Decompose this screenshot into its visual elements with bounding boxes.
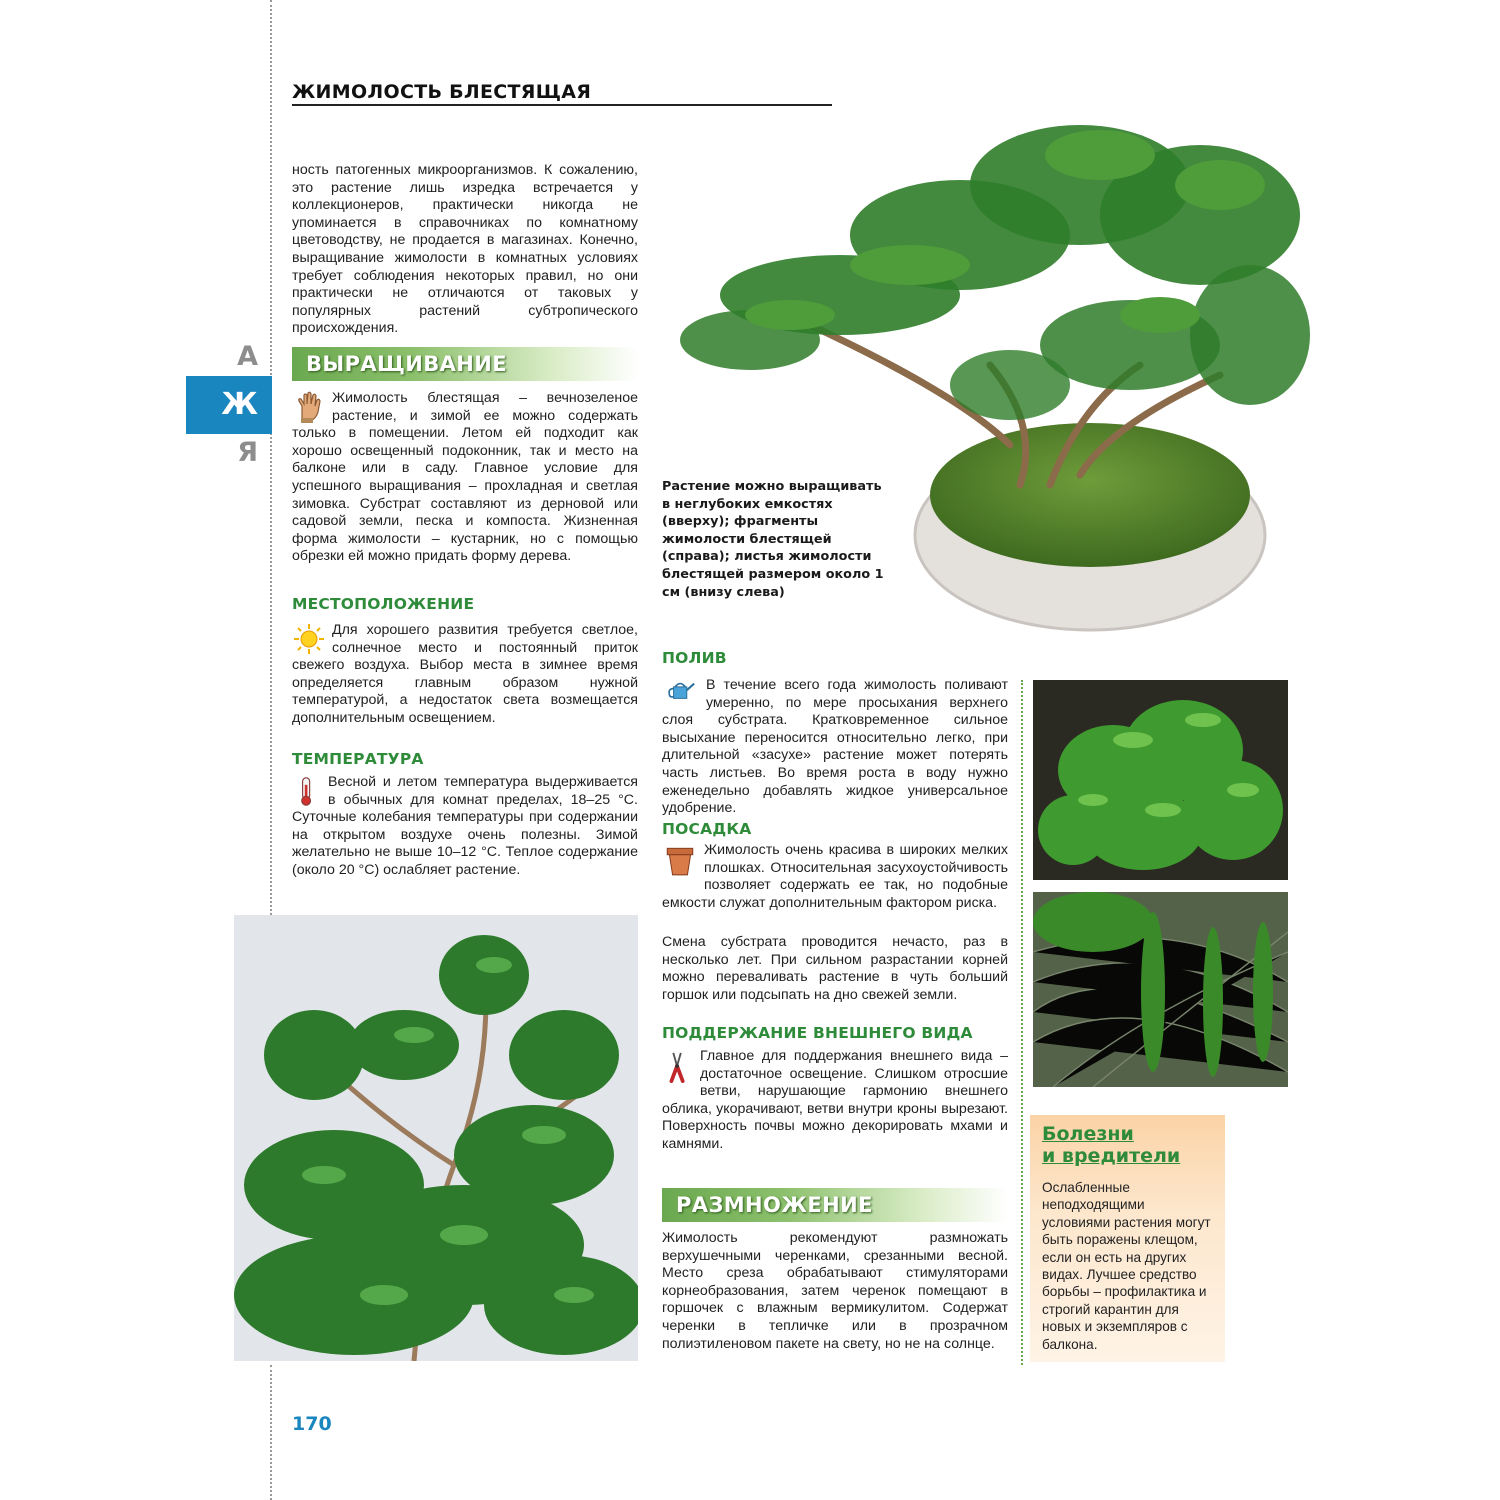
temperature-paragraph [292,774,638,880]
page-number: 170 [292,1413,332,1435]
diseases-pests-heading-line1: Болезни [1042,1123,1134,1145]
diseases-pests-heading-line2: и вредители [1042,1145,1181,1167]
watering-text: В течение всего года жимолость поливают умеренно, по мере просыхания верхнего слоя субстрата. Кратковременное сильное высыхание переносится относительно легко, при длительной «засухе» растение может потерять часть листьев. Во время роста в воду нужно еженедельно добавлять жидкое универсальное удобрение. [662,677,1008,817]
watering-can-icon [662,677,700,705]
hand-glove-icon [292,390,326,424]
growing-paragraph [292,390,638,566]
intro-paragraph: ность патогенных микроорганизмов. К сожалению, это растение лишь изредка встречается у коллекционеров, практически никогда не упоминается в справочниках по комнатному цветоводству, не продается в магазинах. Конечно, выращивание жимолости в комнатных условиях требует соблюдения некоторых правил, но они практически не отличаются от таковых у популярных растений субтропического происхождения. [292,162,638,337]
sun-icon [292,622,326,656]
honeysuckle-leaves-photo [234,915,638,1361]
planting-heading: ПОСАДКА [662,820,752,838]
honeysuckle-fragment-photo-1 [1033,680,1288,880]
location-heading: МЕСТОПОЛОЖЕНИЕ [292,595,475,613]
diseases-pests-sidebar [1030,1115,1225,1362]
watering-paragraph [662,677,1008,818]
diseases-pests-heading [1030,1115,1225,1167]
honeysuckle-fragment-illustration-2 [1033,892,1288,1087]
honeysuckle-leaves-illustration [234,915,638,1361]
alphabet-letter-prev[interactable]: А [237,341,258,372]
alphabet-letter-next[interactable]: Я [237,437,258,468]
propagation-heading-band [662,1188,1008,1222]
column-divider-dotted-line [1021,680,1023,1365]
alphabet-nav [186,338,272,472]
propagation-paragraph: Жимолость рекомендуют размножать верхушечными черенками, срезанными весной. Место среза обрабатывают стимуляторами корнеобразования, затем черенок помещают в горшочек с влажным вермикулитом. Содержат черенки в тепличке или в прозрачном полиэтиленовом пакете на свету, но не на солнце. [662,1230,1008,1352]
diseases-pests-text: Ослабленные неподходящими условиями растения могут быть поражены клещом, если он есть на других видах. Лучшее средство борьбы – профилактика и строгий карантин для новых и экземпляров с балкона. [1042,1180,1211,1352]
thermometer-icon [292,774,322,808]
maintenance-heading: ПОДДЕРЖАНИЕ ВНЕШНЕГО ВИДА [662,1024,973,1042]
page-title: ЖИМОЛОСТЬ БЛЕСТЯЩАЯ [292,81,592,103]
maintenance-text: Главное для поддержания внешнего вида – достаточное освещение. Слишком отросшие ветви, нарушающие гармонию внешнего облика, укорачивают, ветви внутри кроны вырезают. Поверхность почвы можно декорировать мхами и камнями. [662,1048,1008,1152]
honeysuckle-fragment-photo-2 [1033,892,1288,1087]
growing-heading: ВЫРАЩИВАНИЕ [306,352,507,376]
temperature-heading: ТЕМПЕРАТУРА [292,750,424,768]
honeysuckle-fragment-illustration-1 [1033,680,1288,880]
alphabet-letter-current[interactable]: Ж [186,376,272,434]
growing-heading-band [292,347,638,381]
location-text: Для хорошего развития требуется светлое, солнечное место и постоянный приток свежего воздуха. Выбор места в зимнее время определяется главным образом нужной температурой, а недостаток света возмещается дополнительным освещением. [292,622,638,726]
maintenance-paragraph [662,1048,1008,1154]
watering-heading: ПОЛИВ [662,649,727,667]
planting-paragraph [662,842,1008,912]
planting-text: Жимолость очень красива в широких мелких плошках. Относительная засухоустойчивость позволяет содержать ее так, но подобные емкости служат дополнительным фактором риска. [662,842,1008,911]
growing-text: Жимолость блестящая – вечнозеленое растение, и зимой ее можно содержать только в помещении. Летом ей подходит как хорошо освещенный подоконник, так и место на балконе или в саду. Главное условие для успешного выращивания – прохладная и светлая зимовка. Субстрат составляют из дерновой или садовой земли, песка и компоста. Жизненная форма жимолости – кустарник, но с помощью обрезки ей можно придать форму дерева. [292,390,638,565]
location-paragraph [292,622,638,728]
propagation-heading: РАЗМНОЖЕНИЕ [676,1193,873,1217]
flower-pot-icon [662,842,698,878]
pruning-shears-icon [662,1048,694,1086]
photo-caption: Растение можно выращивать в неглубоких емкостях (вверху); фрагменты жимолости блестящей (справа); листья жимолости блестящей размером около 1 см (внизу слева) [662,479,884,600]
planting-paragraph-2: Смена субстрата проводится нечасто, раз в несколько лет. При сильном разрастании корней можно переваливать растение в чуть больший горшок или подсыпать на дно свежей земли. [662,934,1008,1003]
left-margin-dotted-line-lower [270,1365,272,1500]
temperature-text: Весной и летом температура выдерживается в обычных для комнат пределах, 18–25 °С. Суточные колебания температуры при содержании на открытом воздухе очень полезны. Зимой желательно не выше 10–12 °С. Теплое содержание (около 20 °С) ослабляет растение. [292,774,638,878]
